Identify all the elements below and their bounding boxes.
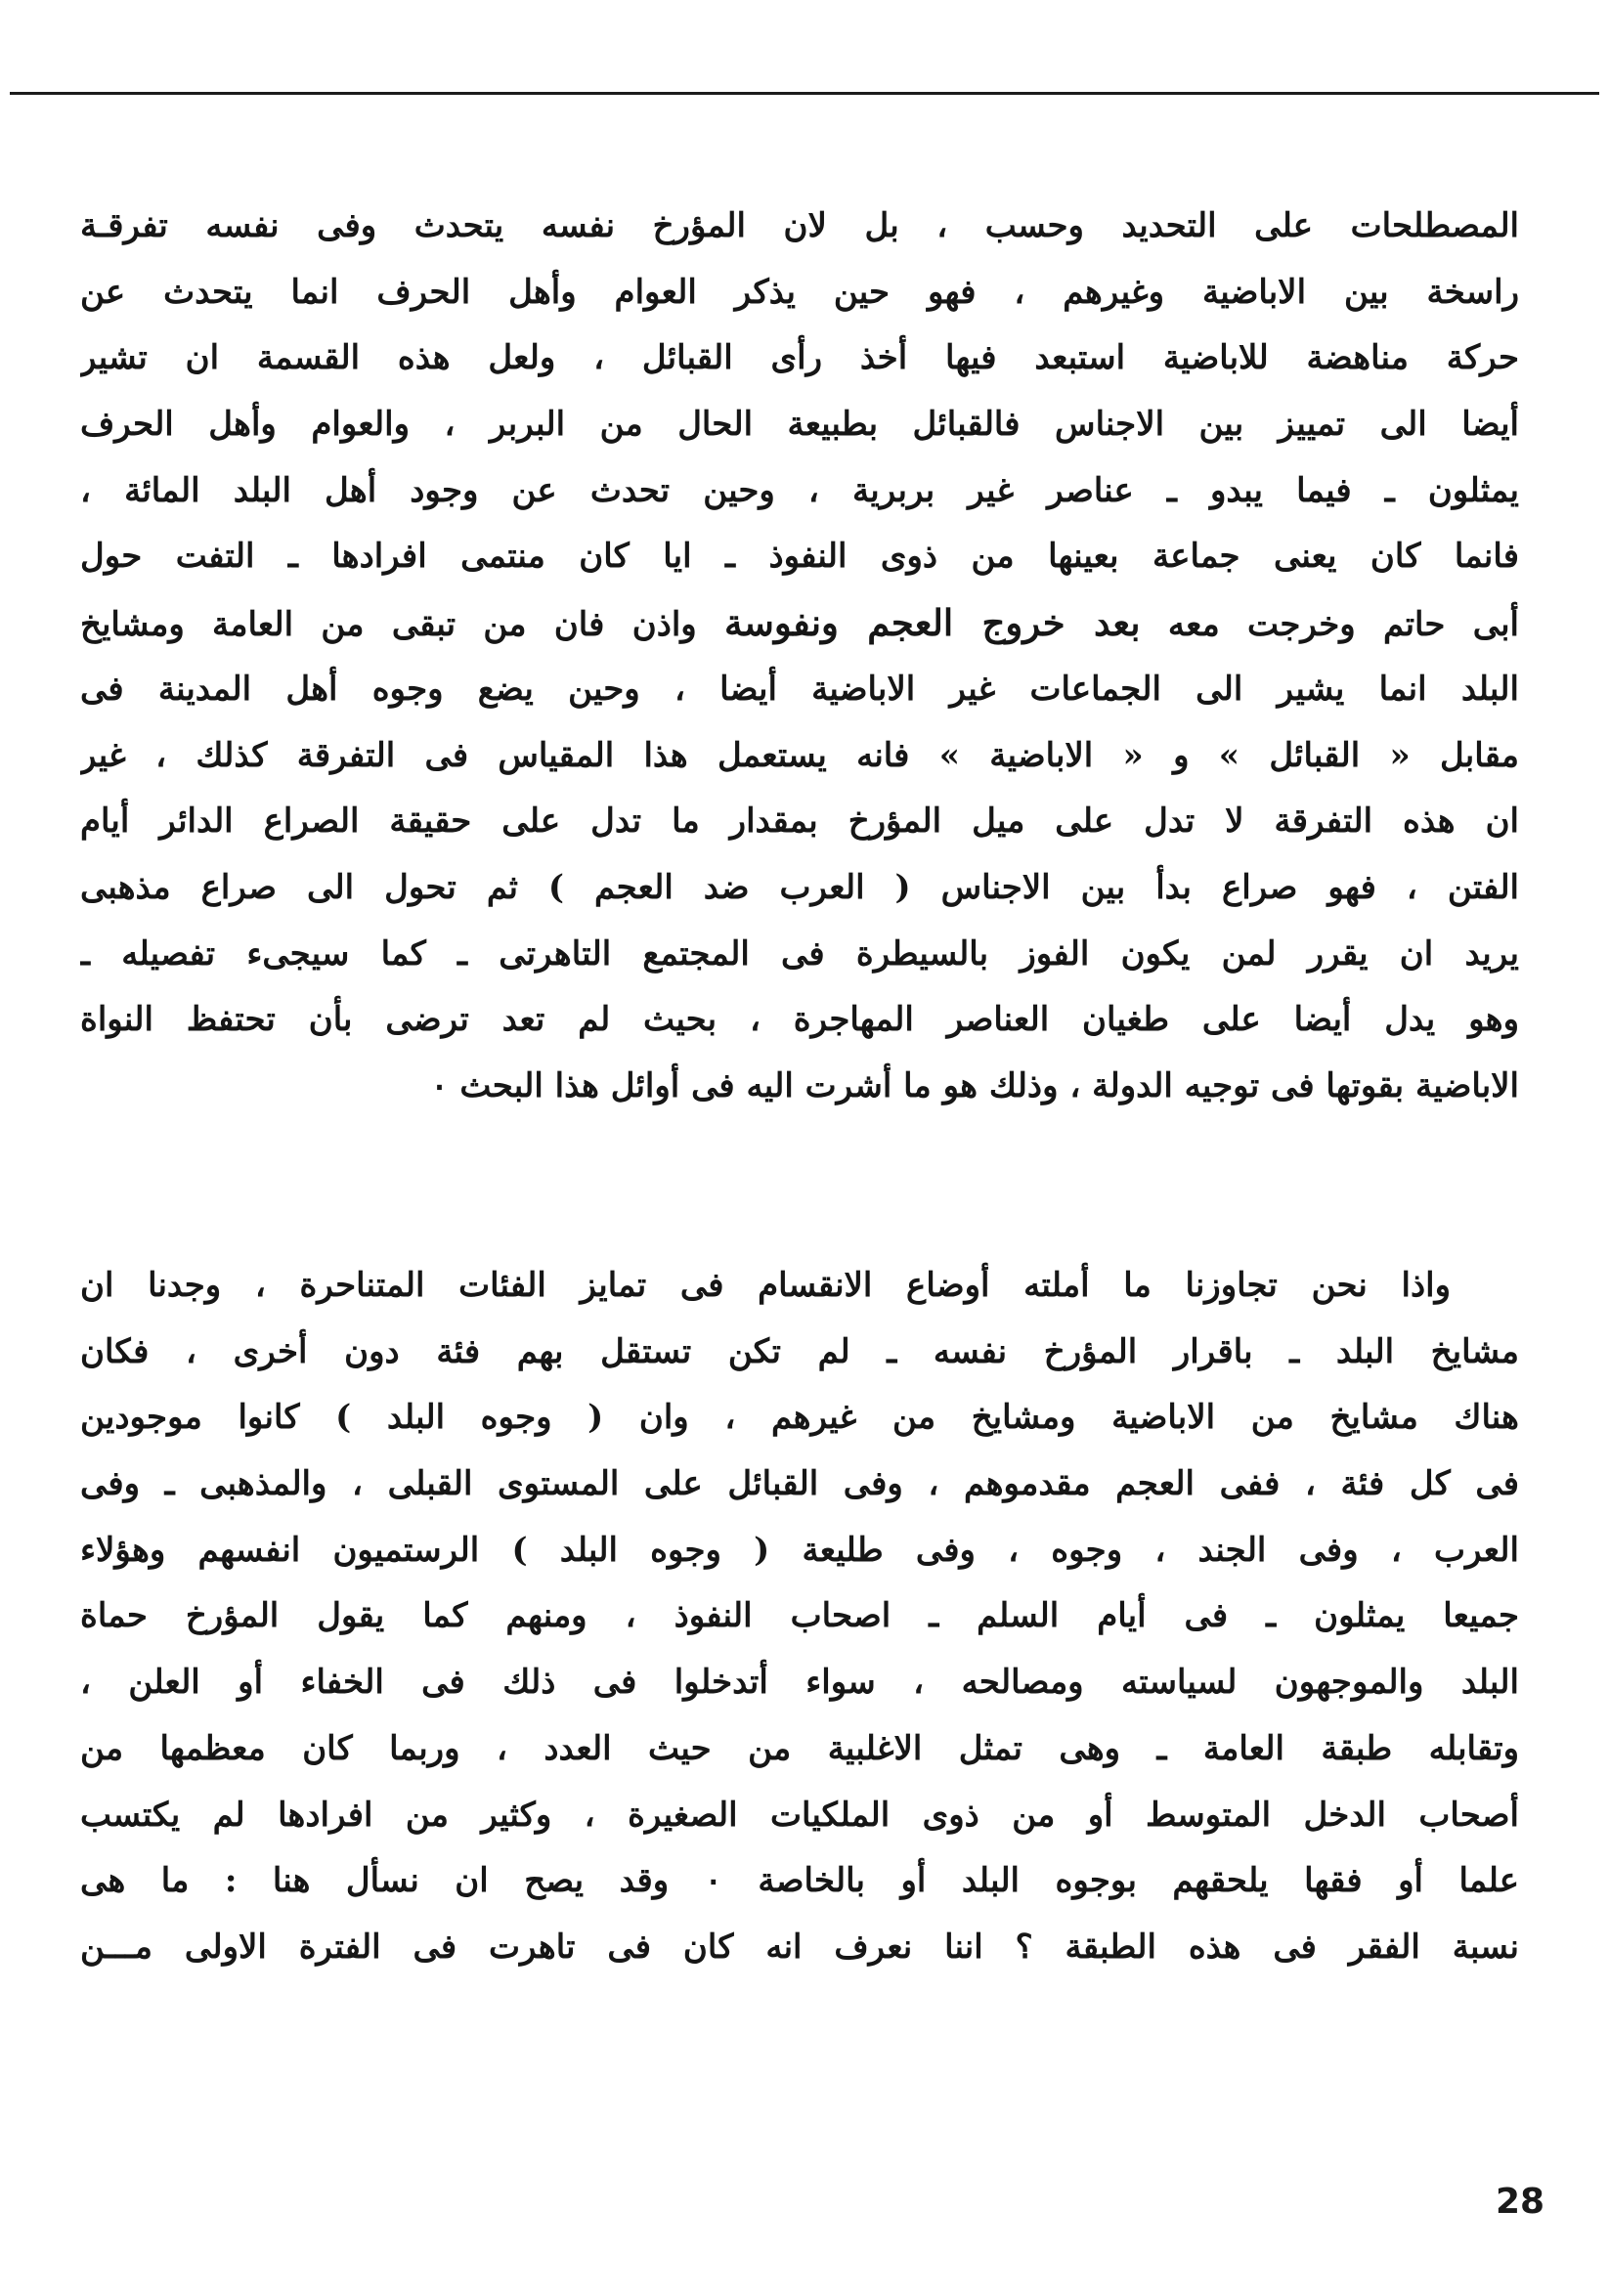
text-line: حركة مناهضة للاباضية استبعد فيها أخذ رأى القبائل ، ولعل هذه القسمة ان تشير	[80, 338, 1519, 378]
text-line-with-emphasis	[80, 590, 1519, 657]
text-line: وتقابله طبقة العامة ـ وهى تمثل الاغلبية من حيث العدد ، وربما كان معظمها من	[80, 1728, 1519, 1768]
text-segment: واذن فان من تبقى من العامة ومشايخ	[80, 605, 725, 645]
text-line: العرب ، وفى الجند ، وجوه ، وفى طليعة ( وجوه البلد ) الرستميون انفسهم وهؤلاء	[80, 1530, 1519, 1570]
text-line: البلد والموجهون لسياسته ومصالحه ، سواء أتدخلوا فى ذلك فى الخفاء أو العلن ،	[80, 1663, 1519, 1703]
text-line: هناك مشايخ من الاباضية ومشايخ من غيرهم ، وان ( وجوه البلد ) كانوا موجودين	[80, 1398, 1519, 1438]
text-line: أصحاب الدخل المتوسط أو من ذوى الملكيات الصغيرة ، وكثير من افرادها لم يكتسب	[80, 1795, 1519, 1835]
text-line: علما أو فقها يلحقهم بوجوه البلد أو بالخاصة ٠ وقد يصح ان نسأل هنا : ما هى	[80, 1861, 1519, 1901]
text-line: راسخة بين الاباضية وغيرهم ، فهو حين يذكر العوام وأهل الحرف انما يتحدث عن	[80, 272, 1519, 312]
text-line: مقابل « القبائل » و « الاباضية » فانه يستعمل هذا المقياس فى التفرقة كذلك ، غير	[80, 735, 1519, 775]
text-segment: أبى حاتم وخرجت معه	[1140, 605, 1519, 645]
emphasized-phrase: بعد خروج العجم ونفوسة	[724, 601, 1141, 645]
text-line: البلد انما يشير الى الجماعات غير الاباضية أيضا ، وحين يضع وجوه أهل المدينة فى	[80, 669, 1519, 709]
text-line: ان هذه التفرقة لا تدل على ميل المؤرخ بمقدار ما تدل على حقيقة الصراع الدائر أيام	[80, 801, 1519, 842]
page-number: 28	[1496, 2182, 1545, 2222]
text-line: جميعا يمثلون ـ فى أيام السلم ـ اصحاب النفوذ ، ومنهم كما يقول المؤرخ حماة	[80, 1596, 1519, 1636]
paragraph-1	[80, 194, 1519, 1120]
text-line: مشايخ البلد ـ باقرار المؤرخ نفسه ـ لم تكن تستقل بهم فئة دون أخرى ، فكان	[80, 1331, 1519, 1371]
text-line: نسبة الفقر فى هذه الطبقة ؟ اننا نعرف انه كان فى تاهرت فى الفترة الاولى مـــن	[80, 1927, 1519, 1967]
text-line: يريد ان يقرر لمن يكون الفوز بالسيطرة فى المجتمع التاهرتى ـ كما سيجىء تفصيله ـ	[80, 933, 1519, 974]
text-line: المصطلحات على التحديد وحسب ، بل لان المؤرخ نفسه يتحدث وفى نفسه تفرقـة	[80, 206, 1519, 245]
text-line: فانما كان يعنى جماعة بعينها من ذوى النفوذ ـ ايا كان منتمى افرادها ـ التفت حول	[80, 537, 1519, 577]
text-line: أيضا الى تمييز بين الاجناس فالقبائل بطبيعة الحال من البربر ، والعوام وأهل الحرف	[80, 405, 1519, 445]
text-line: فى كل فئة ، ففى العجم مقدموهم ، وفى القبائل على المستوى القبلى ، والمذهبى ـ وفى	[80, 1464, 1519, 1504]
text-line: وهو يدل أيضا على طغيان العناصر المهاجرة ، بحيث لم تعد ترضى بأن تحتفظ النواة	[80, 1000, 1519, 1040]
text-line: يمثلون ـ فيما يبدو ـ عناصر غير بربرية ، وحين تحدث عن وجود أهل البلد المائة ،	[80, 470, 1519, 510]
paragraph-2	[80, 1253, 1519, 1981]
header-rule	[10, 92, 1599, 95]
text-line: الفتن ، فهو صراع بدأ بين الاجناس ( العرب ضد العجم ) ثم تحول الى صراع مذهبى	[80, 867, 1519, 907]
text-line: الاباضية بقوتها فى توجيه الدولة ، وذلك هو ما أشرت اليه فى أوائل هذا البحث ٠	[430, 1065, 1519, 1105]
text-line: واذا نحن تجاوزنا ما أملته أوضاع الانقسام فى تمايز الفئات المتناحرة ، وجدنا ان	[80, 1266, 1451, 1305]
